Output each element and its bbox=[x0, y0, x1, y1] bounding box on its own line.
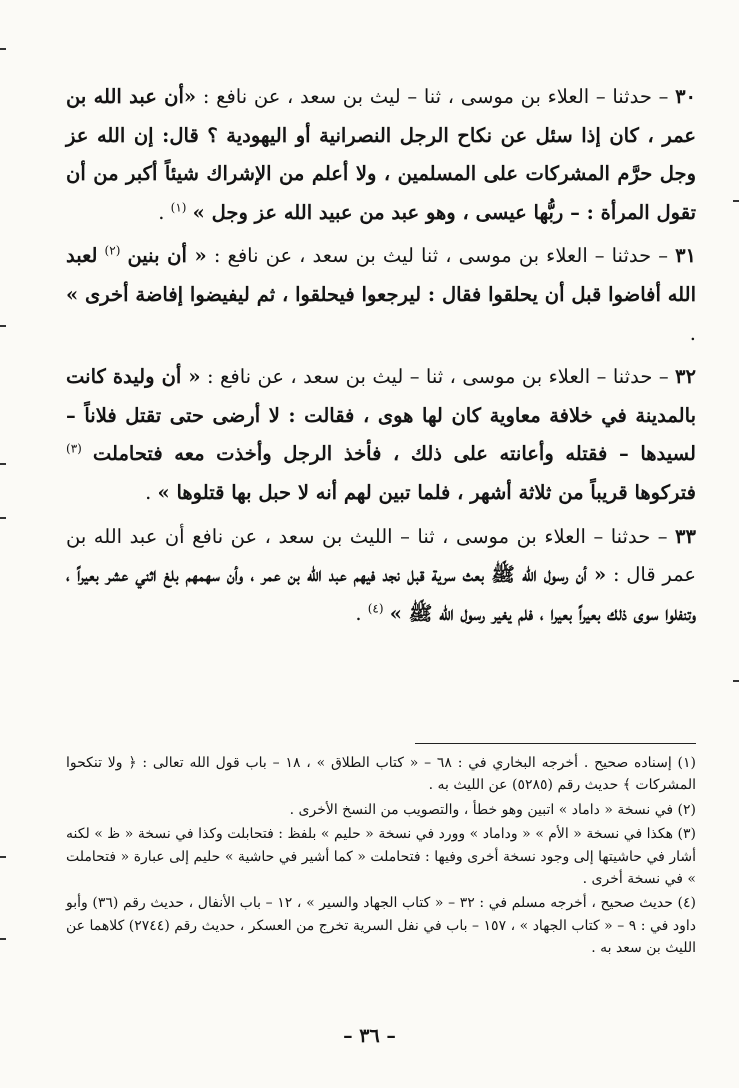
hadith-isnad: – حدثنا – العلاء بن موسى ، ثنا – ليث بن سعد ، عن نافع : bbox=[206, 365, 669, 389]
page-body bbox=[66, 78, 696, 638]
footnote-ref[interactable]: (٢) bbox=[104, 243, 121, 258]
hadith-end: . bbox=[158, 200, 165, 224]
hadith-end: . bbox=[689, 321, 696, 345]
margin-tick bbox=[0, 938, 6, 940]
hadith-number: ٣٠ bbox=[675, 85, 697, 108]
hadith-number: ٣٢ bbox=[675, 365, 696, 389]
hadith-32 bbox=[66, 358, 696, 512]
hadith-number: ٣٣ bbox=[675, 524, 696, 548]
footnote-2: (٢) في نسخة « داماد » اتبين وهو خطأ ، والتصويب من النسخ الأخرى . bbox=[289, 801, 696, 818]
hadith-matn: «أن عبد الله بن عمر ، كان إذا سئل عن نكاح الرجل النصرانية أو اليهودية ؟ قال: إن الله عز وجل حرَّم المشركات على المسلمين ، ولا أعلم من الإشراك شيئاً أكبر من أن تقول المرأة : – ربُّها عيسى ، وهو عبد من عبيد الله عز وجل » bbox=[66, 85, 696, 224]
hadith-matn: « أن وليدة كانت بالمدينة في خلافة معاوية كان لها هوى ، فقالت : لا أرضى حتى تقتل فلاناً – لسيدها – فقتله وأعانته على ذلك ، فأخذ الرجل وأخذت معه فتحاملت bbox=[66, 365, 696, 466]
footnote-ref[interactable]: (١) bbox=[170, 200, 187, 215]
margin-tick bbox=[733, 200, 739, 202]
footnote-divider bbox=[415, 743, 696, 744]
hadith-31 bbox=[66, 237, 696, 353]
page-number: – ٣٦ – bbox=[343, 1025, 396, 1047]
footnote-ref[interactable]: (٣) bbox=[66, 441, 82, 456]
margin-tick bbox=[0, 856, 6, 858]
hadith-isnad: – حدثنا – العلاء بن موسى ، ثنا – الليث بن سعد ، عن نافع أن عبد الله بن عمر قال : bbox=[66, 524, 697, 587]
margin-tick bbox=[0, 48, 6, 50]
hadith-matn-cont: لعبد الله أفاضوا قبل أن يحلقوا فقال : ليرجعوا فيحلقوا ، ثم ليفيضوا إفاضة أخرى » bbox=[66, 244, 696, 306]
hadith-isnad: – حدثنا – العلاء بن موسى ، ثنا – ليث بن سعد ، عن نافع : bbox=[202, 85, 669, 108]
hadith-33 bbox=[66, 518, 696, 634]
footnote-ref[interactable]: (٤) bbox=[367, 601, 384, 616]
margin-tick bbox=[733, 680, 739, 682]
hadith-matn: « أن بنين bbox=[127, 244, 207, 268]
hadith-matn: « أن رسول الله ﷺ بعث سرية قبل نجد فيهم عبد الله بن عمر ، وأن سهمهم بلغ اثني عشر بعيراً ، وتنفلوا سوى ذلك بعيراً بعيرا ، فلم يغير رسول الله ﷺ » bbox=[66, 563, 696, 625]
hadith-number: ٣١ bbox=[675, 244, 697, 268]
hadith-30 bbox=[66, 78, 696, 232]
hadith-matn-cont: فتركوها قريباً من ثلاثة أشهر ، فلما تبين لهم أنه لا حبل بها قتلوها » bbox=[157, 480, 696, 504]
footnote-1: (١) إسناده صحيح . أخرجه البخاري في : ٦٨ – « كتاب الطلاق » ، ١٨ – باب قول الله تعالى : ﴿ ولا تنكحوا المشركات ﴾ حديث رقم (٥٢٨٥) عن الليث به . bbox=[66, 755, 696, 794]
footnote-3: (٣) هكذا في نسخة « الأم » « وداماد » وورد في نسخة « حليم » بلفظ : فتحابلت وكذا في نسخة « ظ » لكنه أشار في حاشيتها إلى وجود نسخة أخرى وفيها : فتحاملت « كما أشير في حاشية » حليم إلى عبارة « فتحاملت » في نسخة أخرى . bbox=[66, 826, 696, 888]
hadith-end: . bbox=[145, 480, 152, 504]
margin-tick bbox=[0, 463, 6, 465]
hadith-end: . bbox=[355, 601, 362, 625]
footnote-4: (٤) حديث صحيح ، أخرجه مسلم في : ٣٢ – « كتاب الجهاد والسير » ، ١٢ – باب الأنفال ، حديث رقم (٣٦) وأبو داود في : ٩ – « كتاب الجهاد » ، ١٥٧ – باب في نفل السرية تخرج من العسكر ، حديث رقم (٢٧٤٤) كلاهما عن الليث بن سعد به . bbox=[66, 895, 696, 957]
footnotes bbox=[66, 752, 696, 962]
margin-tick bbox=[0, 325, 6, 327]
hadith-isnad: – حدثنا – العلاء بن موسى ، ثنا ليث بن سعد ، عن نافع : bbox=[213, 244, 668, 268]
margin-tick bbox=[0, 517, 6, 519]
